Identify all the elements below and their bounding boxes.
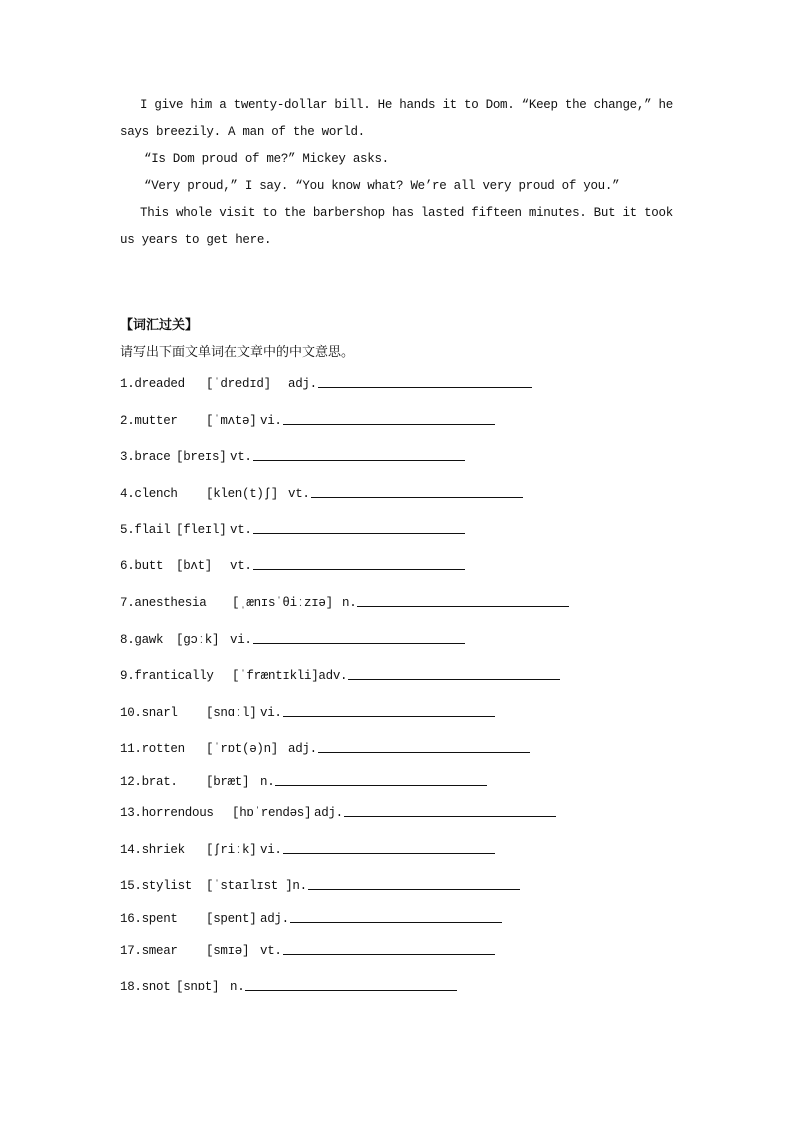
vocab-word: 2.mutter	[120, 414, 178, 428]
vocab-word: 10.snarl	[120, 706, 178, 720]
vocab-item	[120, 802, 556, 820]
vocab-word: 18.snot	[120, 980, 171, 994]
vocab-part-of-speech: vi.	[260, 414, 282, 428]
instruction: 请写出下面文单词在文章中的中文意思。	[120, 345, 355, 360]
vocab-phonetic: [gɔːk]	[176, 633, 220, 647]
vocab-word: 3.brace	[120, 450, 171, 464]
vocab-phonetic: [ˈfræntɪkli]	[232, 669, 319, 683]
vocab-word: 13.horrendous	[120, 806, 214, 820]
answer-blank[interactable]	[253, 459, 465, 461]
answer-blank[interactable]	[245, 989, 457, 991]
vocab-phonetic: [hɒˈrendəs]	[232, 806, 312, 820]
answer-blank[interactable]	[311, 496, 523, 498]
section-title: 【词汇过关】	[120, 318, 199, 333]
vocab-part-of-speech: n.	[292, 879, 307, 893]
vocab-part-of-speech: vi.	[260, 706, 282, 720]
vocab-item	[120, 629, 465, 647]
vocab-phonetic: [ʃriːk]	[206, 843, 257, 857]
answer-blank[interactable]	[253, 568, 465, 570]
vocab-word: 7.anesthesia	[120, 596, 207, 610]
passage	[120, 92, 680, 254]
vocab-word: 15.stylist	[120, 879, 193, 893]
vocab-word: 11.rotten	[120, 742, 185, 756]
vocab-part-of-speech: adj.	[314, 806, 343, 820]
vocab-word: 12.brat.	[120, 775, 178, 789]
vocab-item	[120, 665, 560, 683]
vocab-part-of-speech: vi.	[230, 633, 252, 647]
vocab-part-of-speech: n.	[260, 775, 275, 789]
vocab-phonetic: [snɑːl]	[206, 706, 257, 720]
vocab-item	[120, 940, 495, 958]
vocab-part-of-speech: adv.	[318, 669, 348, 683]
vocab-part-of-speech: vt.	[230, 523, 252, 537]
vocab-phonetic: [bʌt]	[176, 559, 213, 573]
vocab-item	[120, 446, 465, 464]
vocab-word: 4.clench	[120, 487, 178, 501]
vocab-part-of-speech: vt.	[230, 559, 252, 573]
answer-blank[interactable]	[344, 815, 556, 817]
vocab-item	[120, 555, 465, 573]
vocab-item	[120, 702, 495, 720]
vocab-word: 5.flail	[120, 523, 171, 537]
vocab-item	[120, 771, 487, 789]
answer-blank[interactable]	[283, 715, 495, 717]
vocab-item	[120, 875, 520, 893]
answer-blank[interactable]	[308, 888, 520, 890]
passage-paragraph: I give him a twenty-dollar bill. He hands it to Dom. “Keep the change,” he says breezily. A man of the world.	[120, 98, 673, 139]
vocab-item	[120, 519, 465, 537]
vocab-phonetic: [ˈstaɪlɪst ]	[206, 879, 293, 893]
vocab-word: 6.butt	[120, 559, 164, 573]
vocab-item	[120, 410, 495, 428]
vocab-word: 9.frantically	[120, 669, 214, 683]
vocab-item	[120, 483, 523, 501]
passage-paragraph: “Is Dom proud of me?” Mickey asks.	[144, 152, 389, 166]
vocab-item	[120, 976, 457, 994]
vocab-phonetic: [breɪs]	[176, 450, 227, 464]
vocab-item	[120, 592, 569, 610]
answer-blank[interactable]	[253, 532, 465, 534]
vocab-phonetic: [fleɪl]	[176, 523, 227, 537]
vocab-item	[120, 839, 495, 857]
vocab-part-of-speech: n.	[230, 980, 245, 994]
vocab-part-of-speech: adj.	[288, 742, 317, 756]
vocab-word: 1.dreaded	[120, 377, 185, 391]
answer-blank[interactable]	[318, 386, 532, 388]
vocab-part-of-speech: n.	[342, 596, 357, 610]
passage-paragraph: “Very proud,” I say. “You know what? We’re all very proud of you.”	[144, 179, 620, 193]
vocab-word: 16.spent	[120, 912, 178, 926]
vocab-phonetic: [smɪə]	[206, 944, 250, 958]
vocab-item	[120, 738, 530, 756]
vocab-phonetic: [ˈrɒt(ə)n]	[206, 742, 279, 756]
vocab-part-of-speech: vi.	[260, 843, 282, 857]
vocab-word: 17.smear	[120, 944, 178, 958]
answer-blank[interactable]	[357, 605, 569, 607]
answer-blank[interactable]	[283, 423, 495, 425]
answer-blank[interactable]	[318, 751, 530, 753]
answer-blank[interactable]	[290, 921, 502, 923]
vocab-phonetic: [spent]	[206, 912, 257, 926]
vocab-part-of-speech: vt.	[230, 450, 252, 464]
answer-blank[interactable]	[275, 784, 487, 786]
answer-blank[interactable]	[253, 642, 465, 644]
answer-blank[interactable]	[283, 953, 495, 955]
vocab-phonetic: [klen(t)ʃ]	[206, 487, 279, 501]
vocab-part-of-speech: adj.	[260, 912, 289, 926]
vocab-item	[120, 373, 532, 391]
vocab-phonetic: [bræt]	[206, 775, 250, 789]
vocab-item	[120, 908, 502, 926]
answer-blank[interactable]	[348, 678, 560, 680]
vocab-part-of-speech: adj.	[288, 377, 317, 391]
answer-blank[interactable]	[283, 852, 495, 854]
passage-paragraph: This whole visit to the barbershop has lasted fifteen minutes. But it took us years to get here.	[120, 206, 673, 247]
vocab-phonetic: [snɒt]	[176, 980, 220, 994]
vocab-phonetic: [ˌænɪsˈθiːzɪə]	[232, 596, 333, 610]
vocab-word: 14.shriek	[120, 843, 185, 857]
vocab-part-of-speech: vt.	[260, 944, 282, 958]
vocab-phonetic: [ˈdredɪd]	[206, 377, 271, 391]
vocab-word: 8.gawk	[120, 633, 164, 647]
vocab-part-of-speech: vt.	[288, 487, 310, 501]
vocab-phonetic: [ˈmʌtə]	[206, 414, 257, 428]
